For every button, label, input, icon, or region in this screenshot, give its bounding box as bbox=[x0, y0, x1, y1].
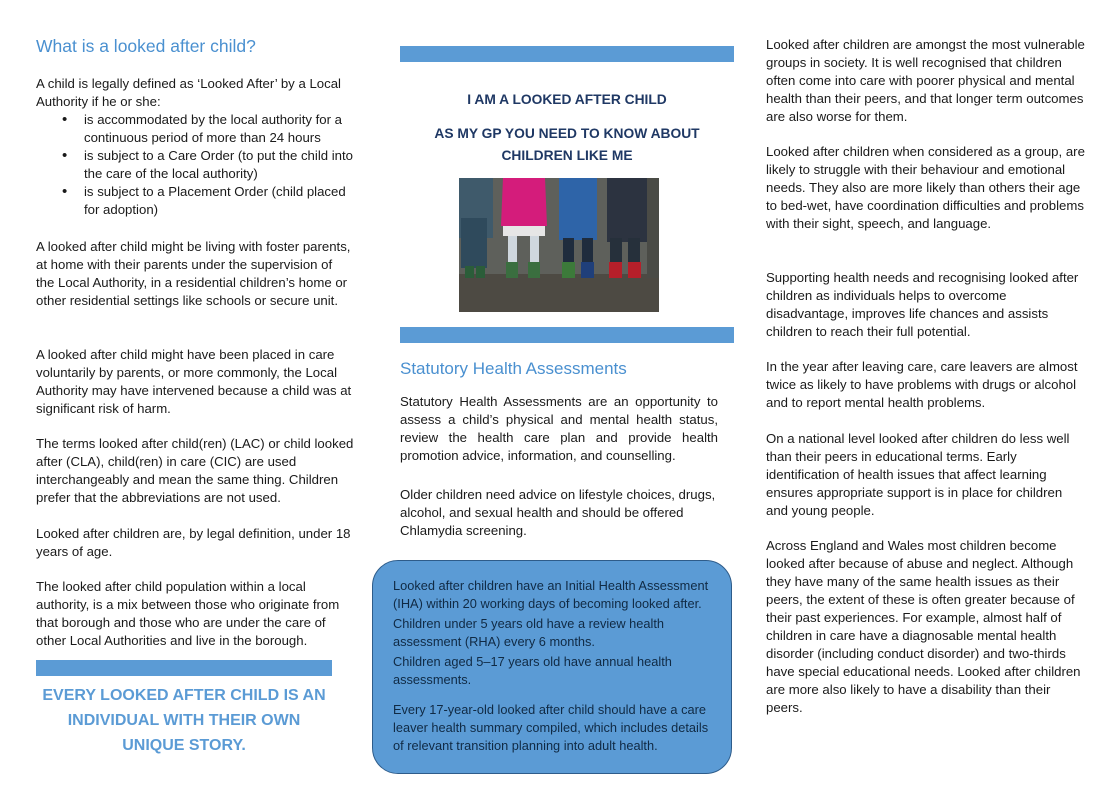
paragraph-care-leavers: In the year after leaving care, care leavers are almost twice as likely to have problems with drugs or alcohol and to report mental health problems. bbox=[766, 359, 1078, 410]
children-wellies-photo bbox=[459, 178, 659, 312]
box-paragraph-annual: Children aged 5–17 years old have annual health assessments. bbox=[393, 654, 672, 687]
divider-bar bbox=[36, 660, 332, 676]
definition-bullet: • is subject to a Placement Order (child placed for adoption) bbox=[84, 183, 354, 219]
section-heading-statutory-assessments: Statutory Health Assessments bbox=[400, 359, 627, 378]
leaflet-title: I AM A LOOKED AFTER CHILD bbox=[467, 92, 667, 107]
paragraph-education: On a national level looked after children do less well than their peers in educational terms. Early identification of health issues that affect learning ensures appropriate support is in place for children and young people. bbox=[766, 431, 1070, 518]
definition-bullet: • is subject to a Care Order (to put the child into the care of the local authority) bbox=[84, 147, 354, 183]
definition-list bbox=[36, 111, 354, 219]
divider-bar bbox=[400, 327, 734, 343]
leaflet-subtitle: AS MY GP YOU NEED TO KNOW ABOUT CHILDREN LIKE ME bbox=[434, 126, 700, 163]
divider-bar bbox=[400, 46, 734, 62]
paragraph-terms: The terms looked after child(ren) (LAC) or child looked after (CLA), child(ren) in care (CIC) are used interchangeably and mean the same thing. Children prefer that the abbreviations are not used. bbox=[36, 436, 354, 505]
definition-block bbox=[36, 75, 354, 219]
paragraph-older-children: Older children need advice on lifestyle choices, drugs, alcohol, and sexual health and should be offered Chlamydia screening. bbox=[400, 487, 716, 538]
paragraph-abuse-neglect: Across England and Wales most children become looked after because of abuse and neglect. Although they have many of the same health issues as their peers, the extent of these is often greater because of their past experiences. For example, almost half of children in care have a diagnosable mental health disorder (including conduct disorder) and two-thirds have special educational needs. Looked after children are more also likely to have a disability than their peers. bbox=[766, 538, 1081, 715]
paragraph-legal-age: Looked after children are, by legal definition, under 18 years of age. bbox=[36, 526, 351, 559]
callout-unique-story: EVERY LOOKED AFTER CHILD IS AN INDIVIDUAL WITH THEIR OWN UNIQUE STORY. bbox=[42, 687, 326, 754]
paragraph-vulnerable-groups: Looked after children are amongst the most vulnerable groups in society. It is well recognised that children often come into care with poorer physical and mental health than their peers, and that longer term outcomes are also worse for them. bbox=[766, 37, 1085, 124]
photo-illustration bbox=[459, 178, 659, 312]
box-paragraph-iha: Looked after children have an Initial Health Assessment (IHA) within 20 working days of becoming looked after. bbox=[393, 578, 709, 611]
paragraph-population: The looked after child population within a local authority, is a mix between those who originate from that borough and those who are under the care of other Local Authorities and live in the borough. bbox=[36, 579, 340, 648]
section-heading-looked-after-child: What is a looked after child? bbox=[36, 36, 256, 56]
paragraph-assessment-opportunity: Statutory Health Assessments are an opportunity to assess a child’s physical and mental health status, review the health care plan and provide health promotion advice, information, and counselling. bbox=[400, 394, 718, 463]
paragraph-behaviour-needs: Looked after children when considered as a group, are likely to struggle with their behaviour and emotional needs. They also are more likely than others their age to bed-wet, have coordination difficulties and problems with their sight, speech, and language. bbox=[766, 144, 1085, 231]
definition-intro: A child is legally defined as ‘Looked After’ by a Local Authority if he or she: bbox=[36, 76, 341, 109]
assessment-info-box bbox=[372, 560, 732, 774]
box-paragraph-rha: Children under 5 years old have a review health assessment (RHA) every 6 months. bbox=[393, 616, 665, 649]
box-paragraph-care-leaver: Every 17-year-old looked after child should have a care leaver health summary compiled, which includes details of relevant transition planning into adult health. bbox=[393, 702, 709, 753]
paragraph-placed-in-care: A looked after child might have been placed in care voluntarily by parents, or more commonly, the Local Authority may have intervened because a child was at significant risk of harm. bbox=[36, 347, 352, 416]
definition-bullet: • is accommodated by the local authority for a continuous period of more than 24 hours bbox=[84, 111, 354, 147]
paragraph-supporting-health: Supporting health needs and recognising looked after children as individuals helps to overcome disadvantage, improves life chances and assists children to reach their full potential. bbox=[766, 270, 1079, 339]
paragraph-living-arrangements: A looked after child might be living with foster parents, at home with their parents under the supervision of the Local Authority, in a residential children’s home or other residential settings like schools or secure unit. bbox=[36, 239, 351, 308]
